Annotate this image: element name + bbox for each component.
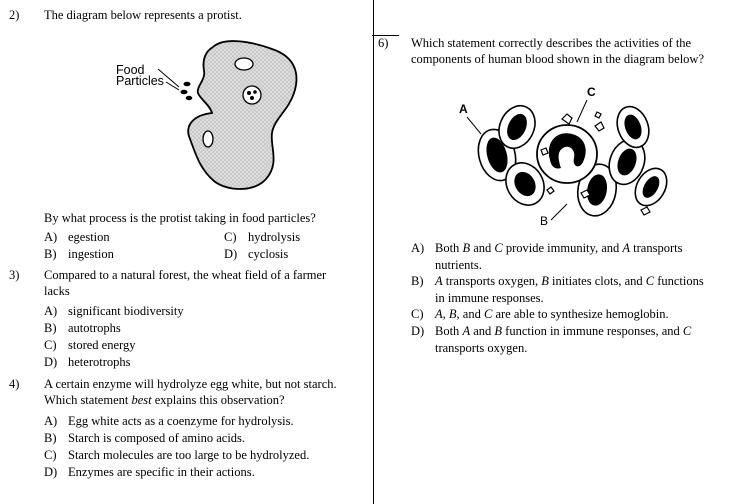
q3-stem-line2: lacks bbox=[44, 284, 70, 298]
q4-choice-b[interactable]: Starch is composed of amino acids. bbox=[68, 431, 246, 445]
protist-diagram bbox=[100, 35, 320, 200]
q6-stem-line2: components of human blood shown in the diagram below? bbox=[411, 52, 704, 66]
q6-choice-c[interactable]: A, B, and C are able to synthesize hemoglobin. bbox=[435, 307, 669, 321]
q2-choice-c[interactable]: hydrolysis bbox=[248, 230, 301, 244]
q6-choice-c-letter[interactable]: C) bbox=[411, 307, 424, 321]
q2-choice-d[interactable]: cyclosis bbox=[248, 247, 289, 261]
q2-choice-a[interactable]: egestion bbox=[68, 230, 110, 244]
label-b: B bbox=[540, 214, 549, 228]
q2-choice-c-letter[interactable]: C) bbox=[224, 230, 237, 244]
q6-choice-d[interactable]: Both A and B function in immune responses, and C bbox=[435, 324, 692, 338]
q6-choice-a-line2[interactable]: nutrients. bbox=[435, 258, 482, 272]
q4-choice-a[interactable]: Egg white acts as a coenzyme for hydrolysis. bbox=[68, 414, 294, 428]
q4-choice-d[interactable]: Enzymes are specific in their actions. bbox=[68, 465, 255, 479]
q6-choice-d-letter[interactable]: D) bbox=[411, 324, 425, 338]
nucleus bbox=[203, 131, 213, 147]
label-c: C bbox=[587, 85, 596, 99]
q3-choice-b-letter[interactable]: B) bbox=[44, 321, 57, 335]
q2-choice-b[interactable]: ingestion bbox=[68, 247, 114, 261]
q3-choice-a[interactable]: significant biodiversity bbox=[68, 304, 184, 318]
q2-stem: The diagram below represents a protist. bbox=[44, 8, 242, 22]
q6-choice-a[interactable]: Both B and C provide immunity, and A transports bbox=[435, 241, 683, 255]
q2-choice-a-letter[interactable]: A) bbox=[44, 230, 58, 244]
q3-choice-c[interactable]: stored energy bbox=[68, 338, 136, 352]
q2-choice-b-letter[interactable]: B) bbox=[44, 247, 57, 261]
q6-choice-d-line2[interactable]: transports oxygen. bbox=[435, 341, 528, 355]
q2-question: By what process is the protist taking in food particles? bbox=[44, 211, 316, 225]
q3-choice-a-letter[interactable]: A) bbox=[44, 304, 58, 318]
blood-cells-diagram bbox=[455, 82, 675, 237]
q2-choice-d-letter[interactable]: D) bbox=[224, 247, 238, 261]
q6-choice-a-letter[interactable]: A) bbox=[411, 241, 425, 255]
label-a: A bbox=[459, 102, 468, 116]
q4-choice-c-letter[interactable]: C) bbox=[44, 448, 57, 462]
q4-stem-line2: Which statement best explains this observation? bbox=[44, 393, 285, 407]
q6-choice-b[interactable]: A transports oxygen, B initiates clots, and C functions bbox=[435, 274, 704, 288]
q4-number: 4) bbox=[9, 377, 20, 391]
q3-choice-d-letter[interactable]: D) bbox=[44, 355, 58, 369]
particles-label: Particles bbox=[116, 74, 164, 88]
q4-stem-line1: A certain enzyme will hydrolyze egg white, but not starch. bbox=[44, 377, 337, 391]
q4-choice-d-letter[interactable]: D) bbox=[44, 465, 58, 479]
q3-choice-c-letter[interactable]: C) bbox=[44, 338, 57, 352]
q3-number: 3) bbox=[9, 268, 20, 282]
column-divider bbox=[373, 0, 374, 504]
q3-stem-line1: Compared to a natural forest, the wheat field of a farmer bbox=[44, 268, 327, 282]
q2-number: 2) bbox=[9, 8, 20, 22]
q3-choice-b[interactable]: autotrophs bbox=[68, 321, 121, 335]
q4-choice-a-letter[interactable]: A) bbox=[44, 414, 58, 428]
food-vacuole bbox=[243, 86, 261, 104]
q3-choice-d[interactable]: heterotrophs bbox=[68, 355, 131, 369]
food-label: Food bbox=[116, 63, 145, 77]
q6-number: 6) bbox=[378, 36, 389, 50]
q4-choice-b-letter[interactable]: B) bbox=[44, 431, 57, 445]
q6-stem-line1: Which statement correctly describes the activities of the bbox=[411, 36, 692, 50]
contractile-vacuole bbox=[235, 58, 253, 70]
q4-choice-c[interactable]: Starch molecules are too large to be hydrolyzed. bbox=[68, 448, 310, 462]
q6-choice-b-letter[interactable]: B) bbox=[411, 274, 424, 288]
q6-choice-b-line2[interactable]: in immune responses. bbox=[435, 291, 544, 305]
